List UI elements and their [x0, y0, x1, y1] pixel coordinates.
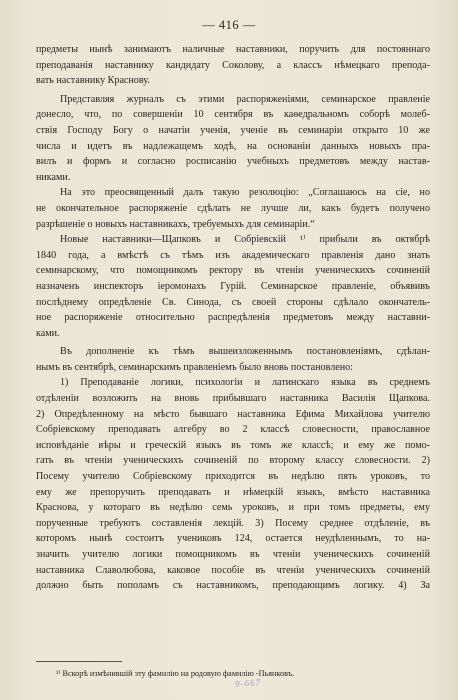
body-text — [36, 42, 430, 594]
text-line: Новые наставники—Щапковъ и Собріевскій ¹⁾ прибыли въ октябрѣ — [60, 234, 430, 246]
text-line: исповѣданіе вѣры и греческій языкъ въ томъ же классѣ; и ему же помо- — [36, 439, 430, 451]
text-line: 2) Опредѣленному на мѣсто бывшаго наставника Ефима Михайлова учителю — [36, 408, 430, 420]
text-line: значить учителю логики помощникомъ въ чтеніи ученическихъ сочиненій — [36, 549, 430, 560]
text-line: вать наставнику Краснову. — [36, 75, 150, 87]
text-line: назначенъ инспекторъ іеромонахъ Гурій. Семинарское правленіе, объявивъ — [36, 280, 430, 292]
text-line: гать въ чтеніи ученическихъ сочиненій по второму классу словесности. 2) — [36, 455, 430, 467]
text-line: семинарскому, что помощникомъ ректору въ чтеніи ученическихъ сочиненій — [36, 265, 430, 277]
text-line: послѣднему опредѣленіе Св. Синода, съ своей стороны сдѣлало окончатель- — [36, 296, 430, 308]
text-line: Краснова, у котораго въ недѣлю семь уроковъ, и при томъ предметы, ему — [36, 502, 430, 514]
text-line: 1) Преподаваніе логики, психологіи и латинскаго языка въ среднемъ — [60, 377, 430, 389]
text-line: 1840 года, а вмѣстѣ съ тѣмъ изъ академическаго правленія дано знать — [36, 249, 430, 261]
text-line: наставника Славолюбова, каковое пособіе въ чтеніи ученическихъ сочиненій — [36, 564, 430, 576]
text-line: предметы нынѣ занимаютъ наличные наставники, поручить для постояннаго — [36, 44, 430, 55]
text-line: числа и идетъ въ надлежащемъ ходѣ, на основаніи данныхъ новыхъ пра- — [36, 140, 430, 152]
text-line: донесло, что, по совершеніи 10 сентября въ каѳедральномъ соборѣ молеб- — [36, 109, 430, 121]
text-line: На это преосвященный далъ такую резолюцію: „Соглашаюсь на сіе, но — [60, 187, 430, 199]
text-line: порученные требуютъ составленія лекцій. 3) Посему среднее отдѣленіе, въ — [36, 517, 430, 529]
text-line: вилъ и формъ и согласно росписанію учебныхъ предметовъ между настав- — [36, 156, 430, 168]
text-line: должно быть пополамъ съ наставникомъ, преподающимъ логику. 4) За — [36, 580, 430, 592]
text-line: ему же препоручить преподавать и нѣмецкій языкъ, вмѣсто наставника — [36, 486, 430, 498]
text-line: которомъ нынѣ состоитъ учениковъ 124, остается неудѣленнымъ, то на- — [36, 533, 430, 545]
text-line: ное распоряженіе относительно распредѣленія предметовъ между наставни- — [36, 312, 430, 324]
text-line: ствія Господу Богу о начатіи ученія, ученіе въ семинаріи открыто 10 же — [36, 124, 430, 136]
text-line: Въ дополненіе къ тѣмъ вышеизложеннымъ постановленіямъ, сдѣлан- — [60, 346, 430, 358]
text-line: разрѣшеніе о новыхъ наставникахъ, требуемыхъ для семинаріи.“ — [36, 218, 315, 230]
text-line: ками. — [36, 327, 60, 339]
text-line: никами. — [36, 171, 71, 183]
text-line: Собріевскому преподавать алгебру во 2 классѣ словесности, православное — [36, 424, 430, 436]
text-line: нымъ въ сентябрѣ, семинарскимъ правленіемъ было вновь постановлено: — [36, 361, 353, 373]
footnote: ¹⁾ Вскорѣ измѣнившій эту фамилію на родовую фамилію -Пьянковъ. — [56, 669, 295, 678]
text-line: преподаванія наставнику кандидату Соколову, а классъ нѣмецкаго препода- — [36, 59, 430, 71]
page-number: — 416 — — [202, 18, 256, 32]
text-line: не окончательное распоряженіе сдѣлать не лучше ли, какъ будетъ получено — [36, 202, 430, 214]
footnote-divider — [36, 661, 122, 662]
library-stamp: 9-667 — [234, 677, 262, 689]
text-line: Представляя журналъ съ этими распоряженіями, семинарское правленіе — [60, 93, 430, 105]
text-line: Посему учителю Собріевскому приходится въ недѣлю пять уроковъ, то — [36, 471, 430, 483]
text-line: отдѣленіи возложить на вновь прибывшаго наставника Василія Щапкова. — [36, 393, 430, 405]
